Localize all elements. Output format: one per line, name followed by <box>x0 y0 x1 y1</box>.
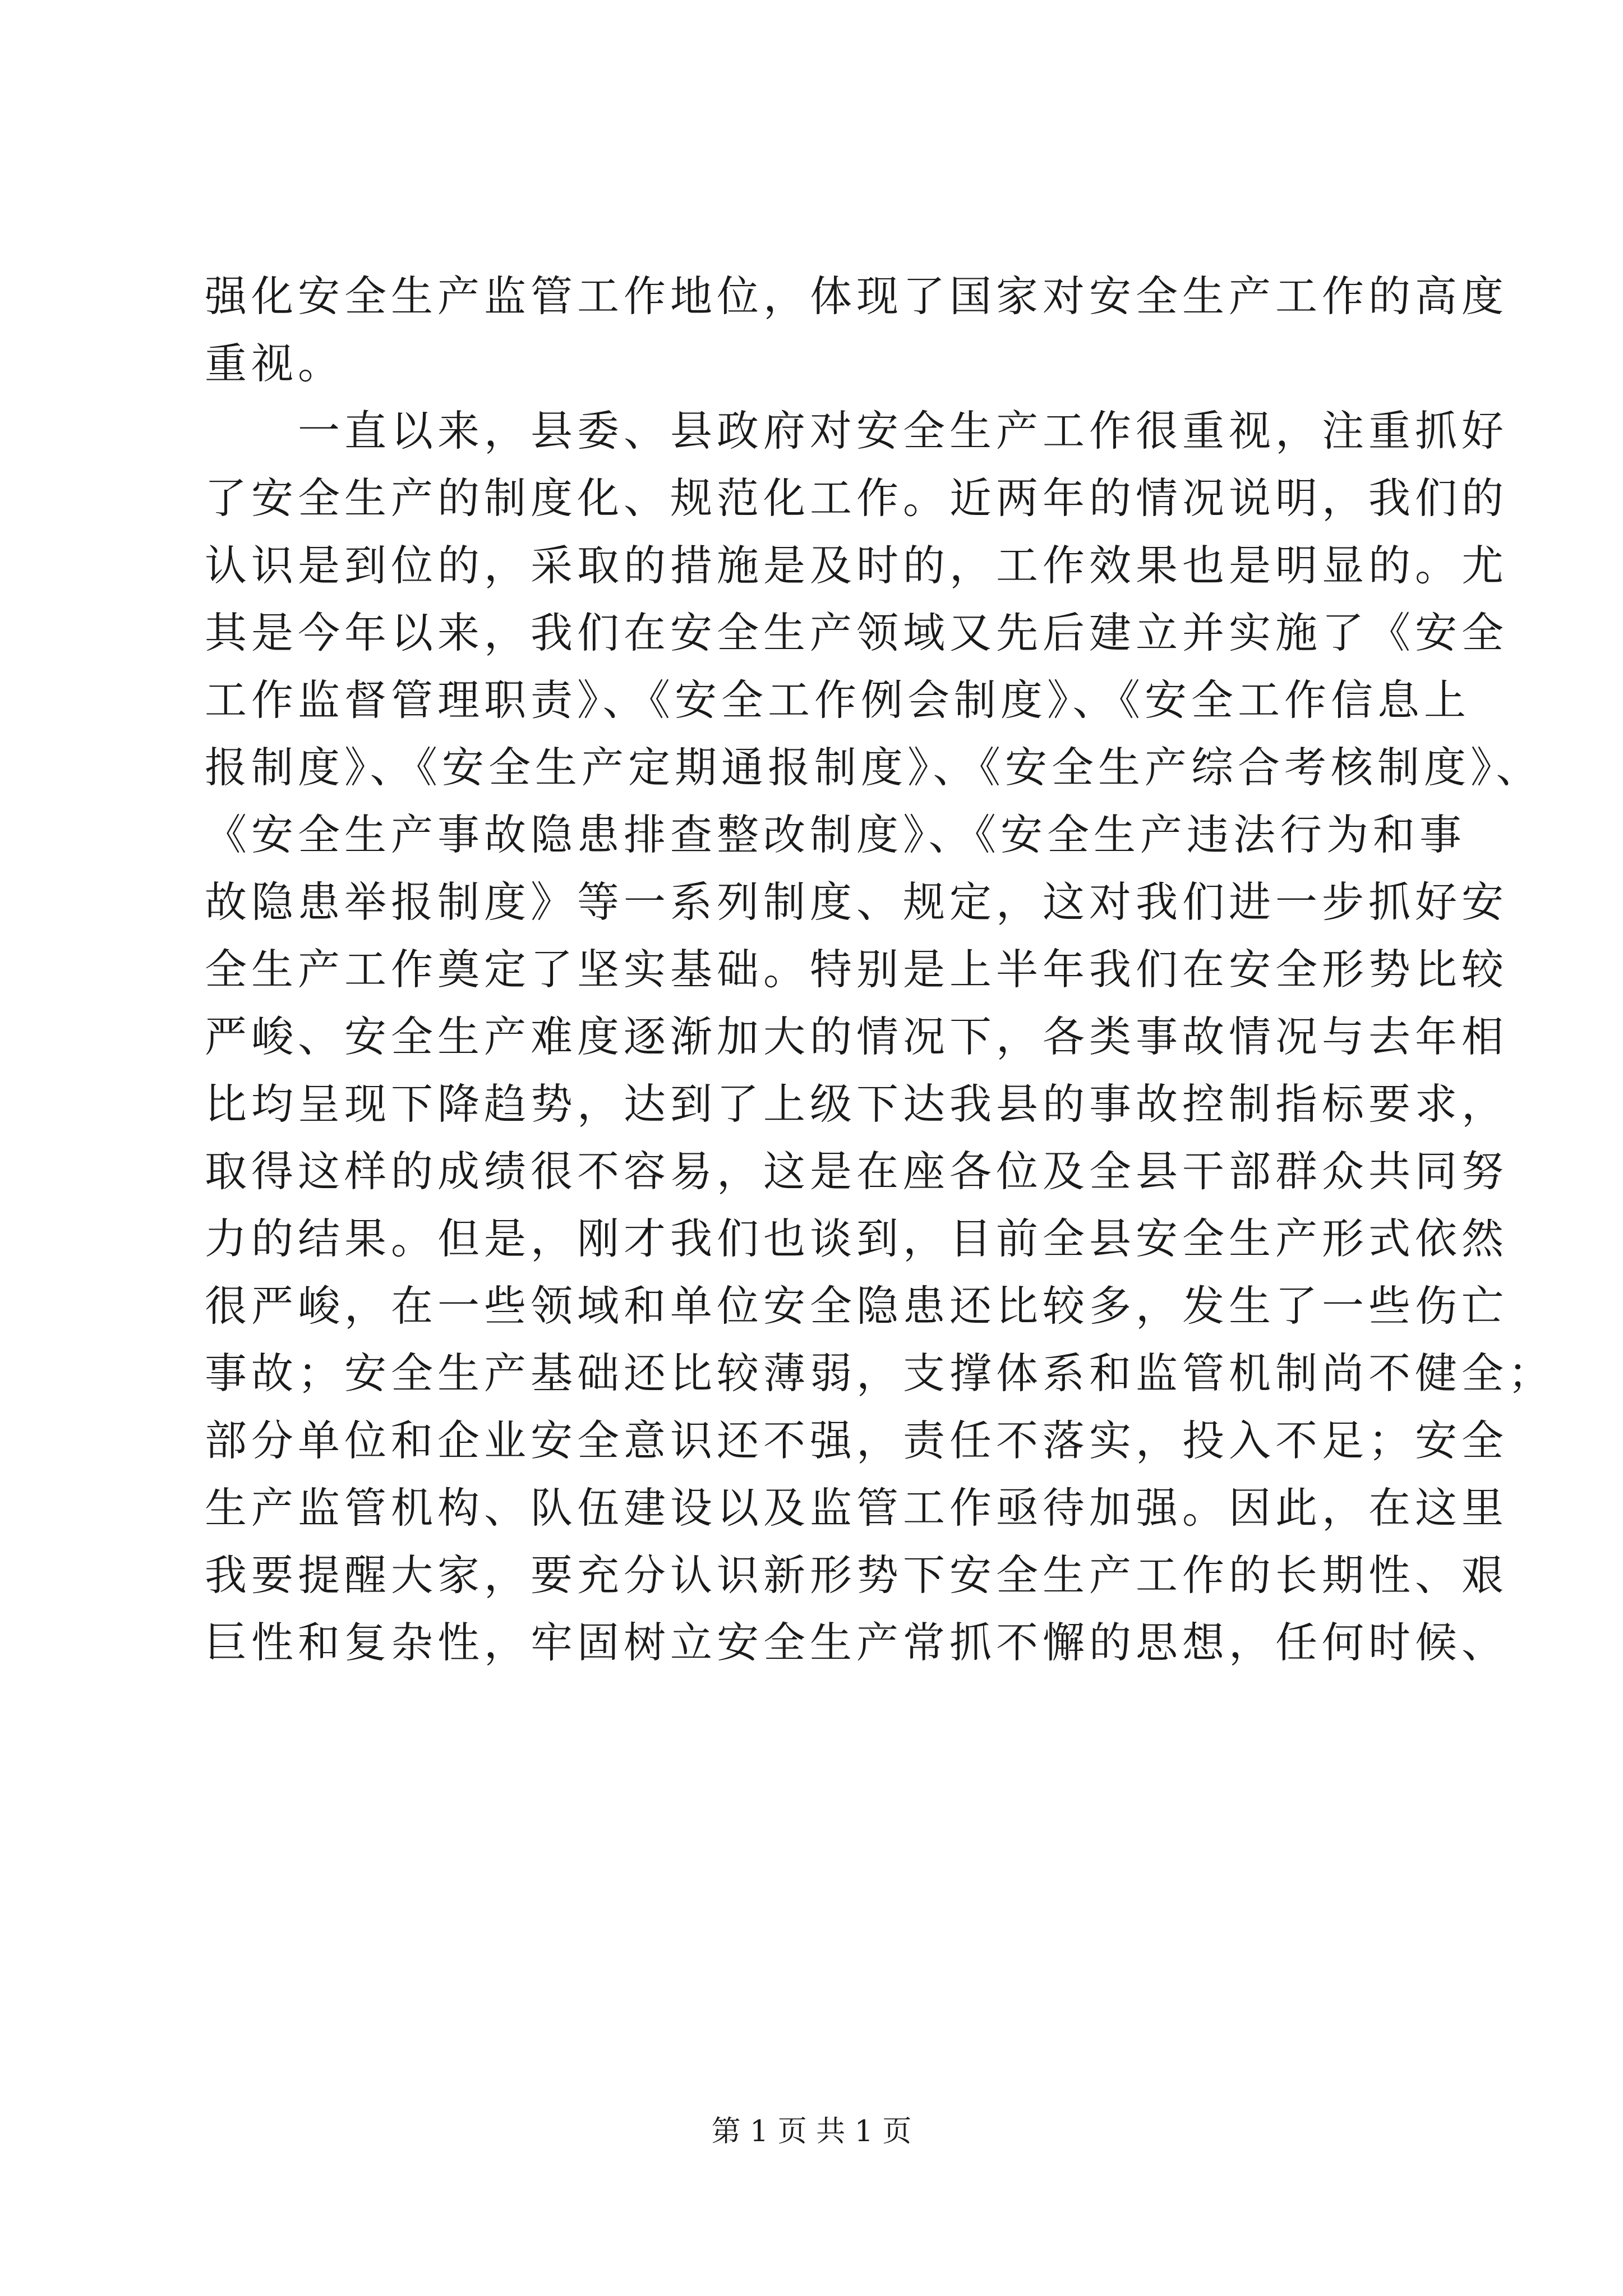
text-line: 强化安全生产监管工作地位，体现了国家对安全生产工作的高度 <box>205 272 1509 321</box>
text-line: 我要提醒大家，要充分认识新形势下安全生产工作的长期性、艰 <box>205 1550 1509 1600</box>
text-line: 取得这样的成绩很不容易，这是在座各位及全县干部群众共同努 <box>205 1147 1509 1196</box>
text-line: 巨性和复杂性，牢固树立安全生产常抓不懈的思想，任何时候、 <box>205 1618 1509 1667</box>
text-line: 比均呈现下降趋势，达到了上级下达我县的事故控制指标要求， <box>205 1079 1509 1129</box>
text-line: 生产监管机构、队伍建设以及监管工作亟待加强。因此，在这里 <box>205 1483 1509 1533</box>
text-line: 严峻、安全生产难度逐渐加大的情况下，各类事故情况与去年相 <box>205 1012 1509 1061</box>
text-line: 故隐患举报制度》等一系列制度、规定，这对我们进一步抓好安 <box>205 877 1509 927</box>
text-line: 认识是到位的，采取的措施是及时的，工作效果也是明显的。尤 <box>205 541 1509 590</box>
text-line: 工作监督管理职责》、《安全工作例会制度》、《安全工作信息上 <box>205 675 1471 725</box>
text-line: 一直以来，县委、县政府对安全生产工作很重视，注重抓好 <box>205 406 1509 455</box>
text-line: 其是今年以来，我们在安全生产领域又先后建立并实施了《安全 <box>205 608 1509 657</box>
text-line: 《安全生产事故隐患排查整改制度》、《安全生产违法行为和事 <box>205 810 1467 859</box>
text-line: 很严峻，在一些领域和单位安全隐患还比较多，发生了一些伤亡 <box>205 1281 1509 1331</box>
text-line: 了安全生产的制度化、规范化工作。近两年的情况说明，我们的 <box>205 473 1509 523</box>
body-text <box>205 263 1555 1676</box>
text-line: 报制度》、《安全生产定期通报制度》、《安全生产综合考核制度》、 <box>205 743 1543 792</box>
page-footer: 第 1 页 共 1 页 <box>711 2115 912 2148</box>
text-line: 事故；安全生产基础还比较薄弱，支撑体系和监管机制尚不健全； <box>205 1349 1555 1398</box>
text-line: 全生产工作奠定了坚实基础。特别是上半年我们在安全形势比较 <box>205 945 1509 994</box>
text-line: 力的结果。但是，刚才我们也谈到，目前全县安全生产形式依然 <box>205 1214 1509 1263</box>
text-line: 重视。 <box>205 339 345 388</box>
text-line: 部分单位和企业安全意识还不强，责任不落实，投入不足；安全 <box>205 1416 1509 1465</box>
